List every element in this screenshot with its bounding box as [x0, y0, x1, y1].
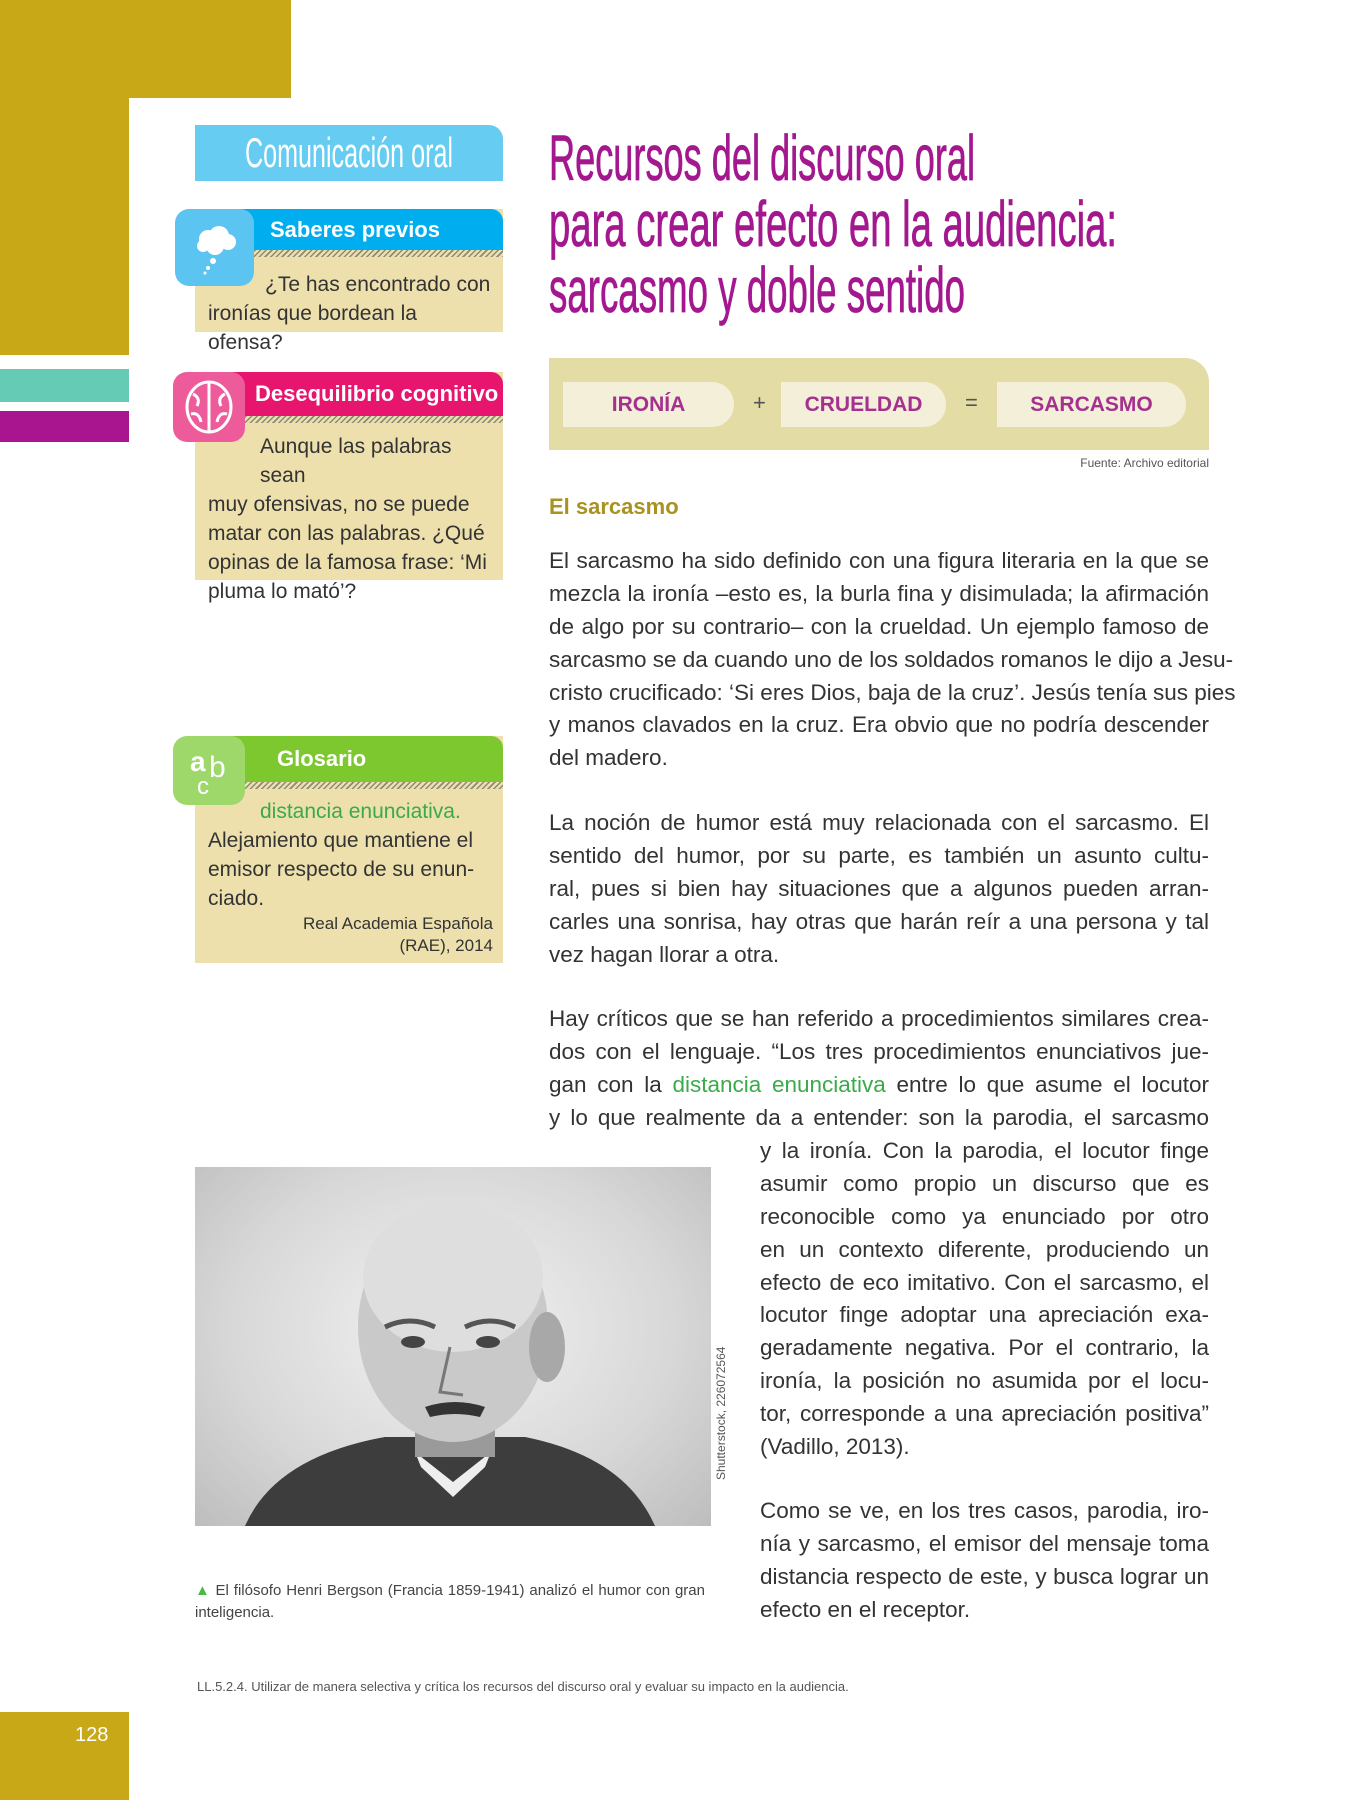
formula-source: Fuente: Archivo editorial — [1080, 456, 1209, 470]
text-line: y la ironía. Con la parodia, el locutor finge — [760, 1138, 1209, 1163]
text-line: ral, pues si bien hay situaciones que a algunos pueden arran- — [549, 875, 1209, 901]
glossary-term: distancia enunciativa. — [260, 800, 461, 823]
glosario-title: Glosario — [277, 746, 367, 771]
glosario-text — [208, 797, 493, 957]
text-line: (Vadillo, 2013). — [760, 1434, 910, 1460]
text-line: ironía, la posición no asumida por el locu- — [760, 1368, 1209, 1394]
plus-sign: + — [753, 390, 766, 415]
text-line: en un contexto diferente, produciendo un — [760, 1236, 1209, 1262]
text-line: Hay críticos que se han referido a procedimientos similares crea- — [549, 1006, 1209, 1031]
text-line: opinas de la famosa frase: ‘Mi — [208, 551, 487, 574]
formula-result-sarcasmo: SARCASMO — [997, 382, 1186, 427]
hatch-divider — [254, 250, 503, 257]
photo-caption — [195, 1580, 705, 1624]
svg-text:b: b — [209, 751, 226, 784]
title-line: sarcasmo y doble sentido — [549, 254, 965, 326]
text-line: sarcasmo se da cuando uno de los soldados romanos le dijo a Jesu- — [549, 646, 1234, 672]
paragraph-2 — [549, 807, 1209, 971]
text-line: asumir como propio un discurso que es — [760, 1170, 1209, 1196]
equals-sign: = — [965, 390, 978, 415]
text-line: vez hagan llorar a otra. — [549, 941, 780, 967]
svg-text:Comunicación oral: Comunicación oral — [245, 129, 453, 176]
magenta-bar — [0, 411, 129, 442]
text-line: Alejamiento que mantiene el — [208, 829, 474, 852]
saberes-text — [208, 270, 493, 357]
title-line: Recursos del discurso oral — [549, 122, 975, 194]
text-line: cristo crucificado: ‘Si eres Dios, baja de la cruz’. Jesús tenía sus pies — [549, 679, 1236, 705]
section-label — [195, 125, 503, 181]
svg-text:a: a — [190, 746, 206, 777]
text-line: y manos clavados en la cruz. Era obvio que no podría descender — [549, 712, 1209, 738]
formula-term-crueldad: CRUELDAD — [781, 382, 946, 427]
text-fragment: gan con la — [549, 1071, 673, 1097]
paragraph-3 — [549, 1003, 1209, 1135]
caption-text: El filósofo Henri Bergson (Francia 1859-1941) analizó el humor con gran inteligencia. — [195, 1582, 705, 1621]
text-line: locutor finge adoptar una apreciación exa- — [760, 1302, 1209, 1328]
text-line: carles una sonrisa, hay otras que harán reír a una persona y tal — [549, 908, 1209, 934]
hatch-divider — [245, 782, 503, 789]
footer-note: LL.5.2.4. Utilizar de manera selectiva y crítica los recursos del discurso oral y evaluar su impacto en la audiencia. — [197, 1679, 849, 1694]
text-line: geradamente negativa. Por el contrario, la — [760, 1335, 1209, 1361]
page-number-block — [0, 1712, 129, 1800]
text-line: dos con el lenguaje. “Los tres procedimientos enunciativos jue- — [549, 1038, 1209, 1064]
hatch-divider — [245, 416, 503, 423]
bergson-photo — [195, 1167, 711, 1526]
text-line: Aunque las palabras sean — [260, 435, 452, 487]
text-line: La noción de humor está muy relacionada con el sarcasmo. El — [549, 810, 1209, 835]
text-line: El sarcasmo ha sido definido con una figura literaria en la que se — [549, 548, 1209, 573]
triangle-icon: ▲ — [195, 1582, 211, 1599]
text-line: del madero. — [549, 745, 668, 771]
title-line: para crear efecto en la audiencia: — [549, 188, 1117, 260]
page-number: 128 — [75, 1724, 109, 1746]
glossary-source: (RAE), 2014 — [399, 936, 493, 955]
section-label-box — [195, 125, 503, 181]
text-line: emisor respecto de su enun- — [208, 858, 475, 881]
svg-text:c: c — [197, 773, 209, 800]
glossary-link[interactable]: distancia enunciativa — [672, 1071, 886, 1097]
portrait-illustration — [195, 1167, 711, 1526]
text-line: y lo que realmente da a entender: son la parodia, el sarcasmo — [549, 1104, 1209, 1130]
teal-bar — [0, 369, 129, 402]
text-line: ciado. — [208, 887, 265, 910]
left-strip — [0, 0, 129, 355]
formula-term-ironia: IRONÍA — [563, 382, 734, 427]
text-line: de algo por su contrario– con la crueldad. Un ejemplo famoso de — [549, 613, 1209, 639]
page-title — [549, 120, 1229, 335]
paragraph-3-continued — [760, 1135, 1209, 1464]
section-heading: El sarcasmo — [549, 494, 679, 519]
text-line: ¿Te has encontrado con — [265, 273, 491, 296]
text-line: muy ofensivas, no se puede — [208, 493, 470, 516]
text-line: pluma lo mató’? — [208, 580, 357, 603]
photo-credit: Shutterstock, 226072564 — [714, 1346, 728, 1480]
saberes-title: Saberes previos — [270, 216, 440, 242]
text-line — [549, 1069, 1209, 1102]
text-line: reconocible como ya enunciado por otro — [760, 1203, 1209, 1229]
text-line: sentido del humor, por su parte, es también un asunto cultu- — [549, 842, 1209, 868]
desequilibrio-text — [208, 432, 498, 606]
text-fragment: entre lo que asume el locutor — [885, 1071, 1209, 1097]
paragraph-1 — [549, 545, 1236, 775]
text-line: mezcla la ironía –esto es, la burla fina y disimulada; la afirmación — [549, 580, 1209, 606]
abc-letters-icon — [173, 736, 245, 805]
text-line: ironías que bordean la ofensa? — [208, 302, 417, 354]
paragraph-4 — [760, 1495, 1209, 1627]
text-line: efecto de eco imitativo. Con el sarcasmo, el — [760, 1269, 1209, 1295]
text-line: Como se ve, en los tres casos, parodia, iro- — [760, 1498, 1209, 1523]
text-line: nía y sarcasmo, el emisor del mensaje toma — [760, 1530, 1209, 1556]
text-line: efecto en el receptor. — [760, 1596, 971, 1622]
text-line: distancia respecto de este, y busca lograr un — [760, 1563, 1209, 1589]
desequilibrio-title: Desequilibrio cognitivo — [255, 381, 499, 406]
text-line: matar con las palabras. ¿Qué — [208, 522, 485, 545]
text-line: tor, corresponde a una apreciación positiva” — [760, 1401, 1209, 1427]
glossary-source: Real Academia Española — [303, 914, 493, 933]
